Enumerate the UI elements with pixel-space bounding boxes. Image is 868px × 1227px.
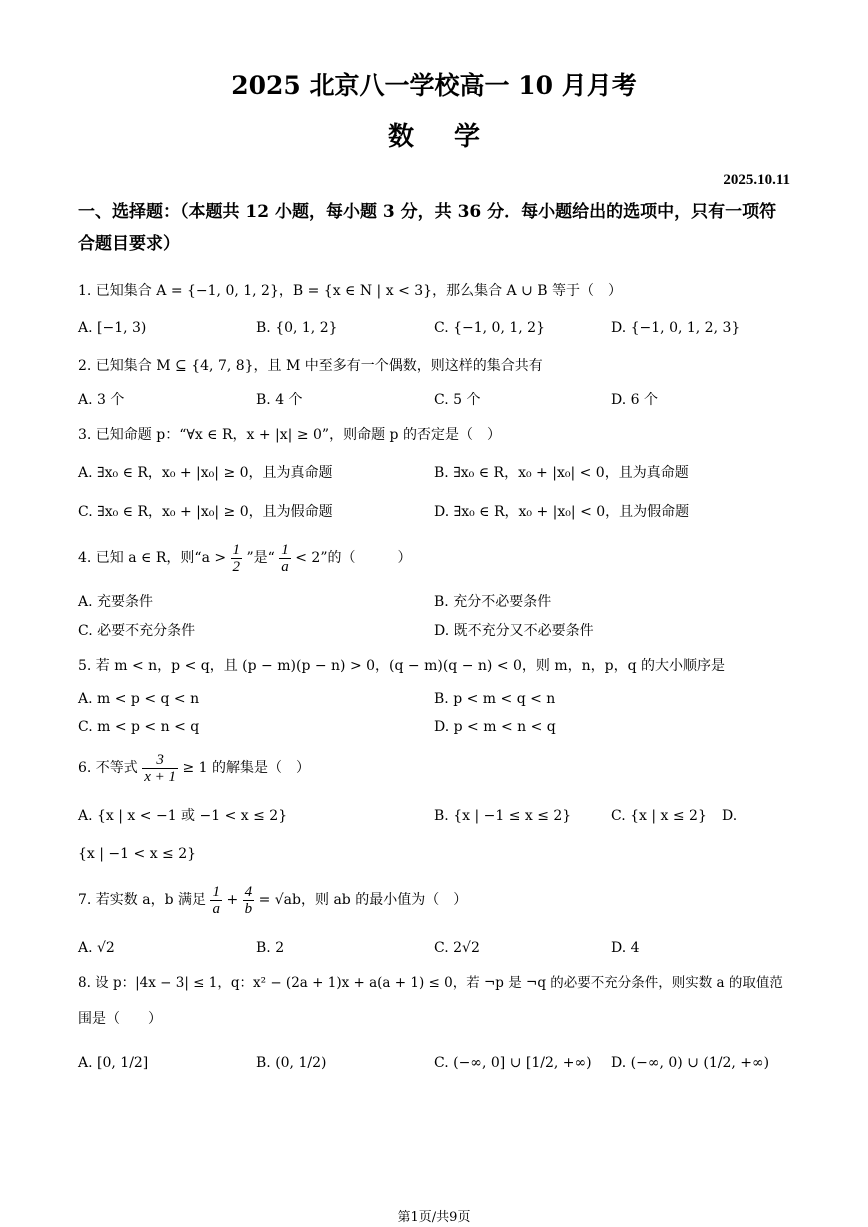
question-6-option-c: C. {x | x ≤ 2} (611, 808, 707, 824)
question-8-option-a: A. [0, 1/2] (78, 1055, 149, 1071)
question-8-option-c: C. (−∞, 0] ∪ [1/2, +∞) (434, 1055, 592, 1071)
question-2-option-a: A. 3 个 (78, 392, 125, 408)
subject-title: 数学 (387, 122, 520, 152)
fraction-three-over-x-plus-1: $\frac{3}{x + 1}$ (144, 751, 177, 785)
question-5-stem: 5. 若 m < n，p < q，且 (p − m)(p − n) > 0，(q − m)(q − n) < 0，则 m，n，p，q 的大小顺序是 (78, 658, 726, 674)
question-7-stem-post: = √ab，则 ab 的最小值为（ ） (258, 892, 468, 908)
question-6-stem-pre: 6. 不等式 (78, 760, 138, 776)
question-3-stem: 3. 已知命题 p：“∀x ∈ R，x + |x| ≥ 0”，则命题 p 的否定是（ ） (78, 427, 501, 443)
question-3-option-a: A. ∃x₀ ∈ R，x₀ + |x₀| ≥ 0，且为真命题 (78, 465, 333, 481)
question-8-option-d: D. (−∞, 0) ∪ (1/2, +∞) (611, 1055, 770, 1071)
question-2-option-b: B. 4 个 (256, 392, 303, 408)
question-6-option-d-label: D. (722, 808, 738, 824)
question-7-option-c: C. 2√2 (434, 940, 480, 956)
question-4-stem-mid: ”是“ (246, 550, 275, 566)
question-1-stem: 1. 已知集合 A = {−1, 0, 1, 2}，B = {x ∈ N | x < 3}，那么集合 A ∪ B 等于（ ） (78, 283, 622, 299)
fraction-one-half: $\frac{1}{2}$ (232, 541, 241, 575)
question-1-option-b: B. {0, 1, 2} (256, 320, 338, 336)
question-7-stem-pre: 7. 若实数 a，b 满足 (78, 892, 207, 908)
fraction-four-over-b: $\frac{4}{b}$ (244, 883, 253, 917)
plus-sign: + (226, 892, 239, 908)
question-5-option-b: B. p < m < q < n (434, 691, 556, 707)
question-6-option-d: {x | −1 < x ≤ 2} (78, 846, 197, 862)
question-7-option-a: A. √2 (78, 940, 115, 956)
question-6-stem-post: ≥ 1 的解集是（ ） (182, 760, 311, 776)
question-4-option-b: B. 充分不必要条件 (434, 594, 552, 610)
question-2-stem: 2. 已知集合 M ⊆ {4, 7, 8}，且 M 中至多有一个偶数，则这样的集合共有 (78, 358, 543, 374)
question-8-stem: 8. 设 p：|4x − 3| ≤ 1，q：x² − (2a + 1)x + a(a + 1) ≤ 0，若 ¬p 是 ¬q 的必要不充分条件，则实数 a 的取值范 (78, 975, 783, 991)
question-1-option-a: A. [−1, 3) (78, 320, 147, 336)
question-4-stem-post: < 2”的（ ） (295, 550, 412, 566)
question-3-option-d: D. ∃x₀ ∈ R，x₀ + |x₀| < 0，且为假命题 (434, 504, 690, 520)
exam-title: 2025 北京八一学校高一 10 月月考 (231, 71, 637, 100)
section-heading: 一、选择题：（本题共 12 小题，每小题 3 分，共 36 分．每小题给出的选项中，只有一项符合题目要求） (78, 202, 777, 254)
question-7-option-b: B. 2 (256, 940, 285, 956)
exam-date: 2025.10.11 (723, 172, 790, 188)
question-7-stem (78, 882, 467, 918)
question-7-option-d: D. 4 (611, 940, 640, 956)
question-1-option-c: C. {−1, 0, 1, 2} (434, 320, 545, 336)
question-6-option-a: A. {x | x < −1 或 −1 < x ≤ 2} (78, 808, 288, 824)
question-6-stem (78, 750, 310, 786)
question-4-option-a: A. 充要条件 (78, 594, 154, 610)
question-5-option-c: C. m < p < n < q (78, 719, 200, 735)
fraction-one-over-a: $\frac{1}{a}$ (281, 541, 289, 575)
question-2-option-c: C. 5 个 (434, 392, 481, 408)
question-6-option-b: B. {x | −1 ≤ x ≤ 2} (434, 808, 572, 824)
question-4-stem-pre: 4. 已知 a ∈ R，则“a > (78, 550, 227, 566)
question-3-option-c: C. ∃x₀ ∈ R，x₀ + |x₀| ≥ 0，且为假命题 (78, 504, 333, 520)
question-5-option-d: D. p < m < n < q (434, 719, 556, 735)
fraction-one-over-a: $\frac{1}{a}$ (212, 883, 220, 917)
question-3-option-b: B. ∃x₀ ∈ R，x₀ + |x₀| < 0，且为真命题 (434, 465, 689, 481)
question-8-stem-continued: 围是（ ） (78, 1011, 162, 1027)
page-number: 第1页/共9页 (397, 1210, 471, 1225)
question-1-option-d: D. {−1, 0, 1, 2, 3} (611, 320, 741, 336)
question-4-stem (78, 540, 411, 576)
question-8-option-b: B. (0, 1/2) (256, 1055, 327, 1071)
question-4-option-d: D. 既不充分又不必要条件 (434, 623, 594, 639)
question-5-option-a: A. m < p < q < n (78, 691, 200, 707)
question-2-option-d: D. 6 个 (611, 392, 658, 408)
question-4-option-c: C. 必要不充分条件 (78, 623, 196, 639)
